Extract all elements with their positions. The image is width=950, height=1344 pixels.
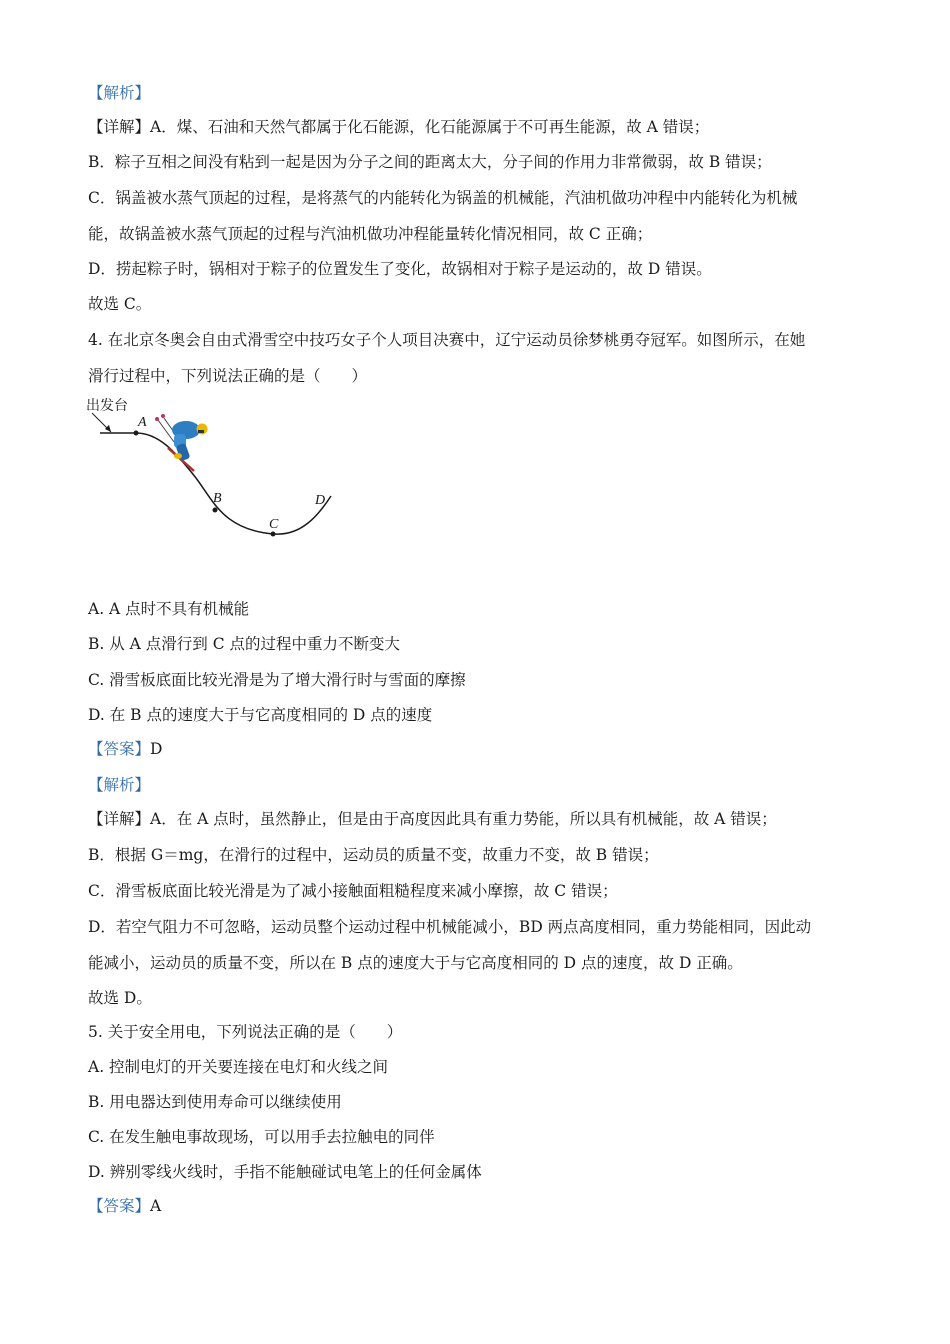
ski-slope-figure bbox=[86, 398, 346, 548]
q4-analysis-line-a bbox=[88, 808, 777, 830]
q5-answer bbox=[88, 1195, 161, 1217]
q5-option-d: D. 辨别零线火线时，手指不能触碰试电笔上的任何金属体 bbox=[88, 1163, 482, 1181]
detail-label: 【详解】 bbox=[88, 118, 151, 136]
point-c-marker bbox=[271, 532, 276, 537]
point-d-label: D bbox=[315, 493, 326, 508]
analysis-line-d: D．捞起粽子时，锅相对于粽子的位置发生了变化，故锅相对于粽子是运动的，故 D 错误。 bbox=[88, 260, 712, 278]
answer-value: A bbox=[150, 1197, 162, 1215]
q4-option-b: B. 从 A 点滑行到 C 点的过程中重力不断变大 bbox=[88, 635, 401, 653]
analysis-line-c-cont: 能，故锅盖被水蒸气顶起的过程与汽油机做功冲程能量转化情况相同，故 C 正确； bbox=[88, 225, 653, 243]
q5-option-a: A. 控制电灯的开关要连接在电灯和火线之间 bbox=[88, 1058, 389, 1076]
q5-option-c: C. 在发生触电事故现场，可以用手去拉触电的同伴 bbox=[88, 1128, 435, 1146]
analysis-heading: 【解析】 bbox=[88, 84, 151, 102]
q4-answer bbox=[88, 738, 162, 760]
point-b-label: B bbox=[213, 491, 222, 506]
detail-label: 【详解】 bbox=[88, 810, 151, 828]
q5-option-b: B. 用电器达到使用寿命可以继续使用 bbox=[88, 1093, 342, 1111]
q4-option-a: A. A 点时不具有机械能 bbox=[88, 600, 250, 618]
point-a-marker bbox=[134, 431, 139, 436]
q4-option-c: C. 滑雪板底面比较光滑是为了增大滑行时与雪面的摩擦 bbox=[88, 671, 466, 689]
question-5-stem: 5. 关于安全用电，下列说法正确的是（ ） bbox=[88, 1023, 403, 1041]
answer-value: D bbox=[150, 740, 163, 758]
q4-analysis-line-d: D．若空气阻力不可忽略，运动员整个运动过程中机械能减小，BD 两点高度相同，重力势能相同，因此动 bbox=[88, 918, 812, 936]
q4-analysis-line-b: B．根据 G＝mg，在滑行的过程中，运动员的质量不变，故重力不变，故 B 错误； bbox=[88, 846, 659, 864]
question-4-stem: 4. 在北京冬奥会自由式滑雪空中技巧女子个人项目决赛中，辽宁运动员徐梦桃勇夺冠军。如图所示，在她 bbox=[88, 331, 806, 349]
point-c-label: C bbox=[269, 517, 279, 532]
question-4-stem-cont: 滑行过程中，下列说法正确的是（ ） bbox=[88, 367, 368, 385]
analysis-line-c: C．锅盖被水蒸气顶起的过程，是将蒸气的内能转化为锅盖的机械能，汽油机做功冲程中内能转化为机械 bbox=[88, 189, 798, 207]
q4-analysis-line-d-cont: 能减小，运动员的质量不变，所以在 B 点的速度大于与它高度相同的 D 点的速度，故 D 正确。 bbox=[88, 954, 743, 972]
slope-curve bbox=[100, 433, 331, 534]
analysis-text: A．在 A 点时，虽然静止，但是由于高度因此具有重力势能，所以具有机械能，故 A 错误； bbox=[150, 810, 777, 828]
q4-option-d: D. 在 B 点的速度大于与它高度相同的 D 点的速度 bbox=[88, 706, 433, 724]
answer-label: 【答案】 bbox=[88, 1197, 151, 1215]
point-a-label: A bbox=[138, 415, 147, 430]
analysis-conclusion: 故选 C。 bbox=[88, 295, 152, 313]
analysis-line-b: B．粽子互相之间没有粘到一起是因为分子之间的距离太大，分子间的作用力非常微弱，故 B 错误； bbox=[88, 153, 772, 171]
q4-analysis-heading: 【解析】 bbox=[88, 776, 151, 794]
point-b-marker bbox=[213, 508, 218, 513]
q4-analysis-conclusion: 故选 D。 bbox=[88, 989, 152, 1007]
q4-analysis-line-c: C．滑雪板底面比较光滑是为了减小接触面粗糙程度来减小摩擦，故 C 错误； bbox=[88, 882, 618, 900]
analysis-text: A．煤、石油和天然气都属于化石能源，化石能源属于不可再生能源，故 A 错误； bbox=[150, 118, 710, 136]
arrowhead-icon bbox=[105, 425, 111, 432]
analysis-line-a bbox=[88, 116, 709, 138]
answer-label: 【答案】 bbox=[88, 740, 151, 758]
platform-label: 出发台 bbox=[86, 399, 128, 414]
